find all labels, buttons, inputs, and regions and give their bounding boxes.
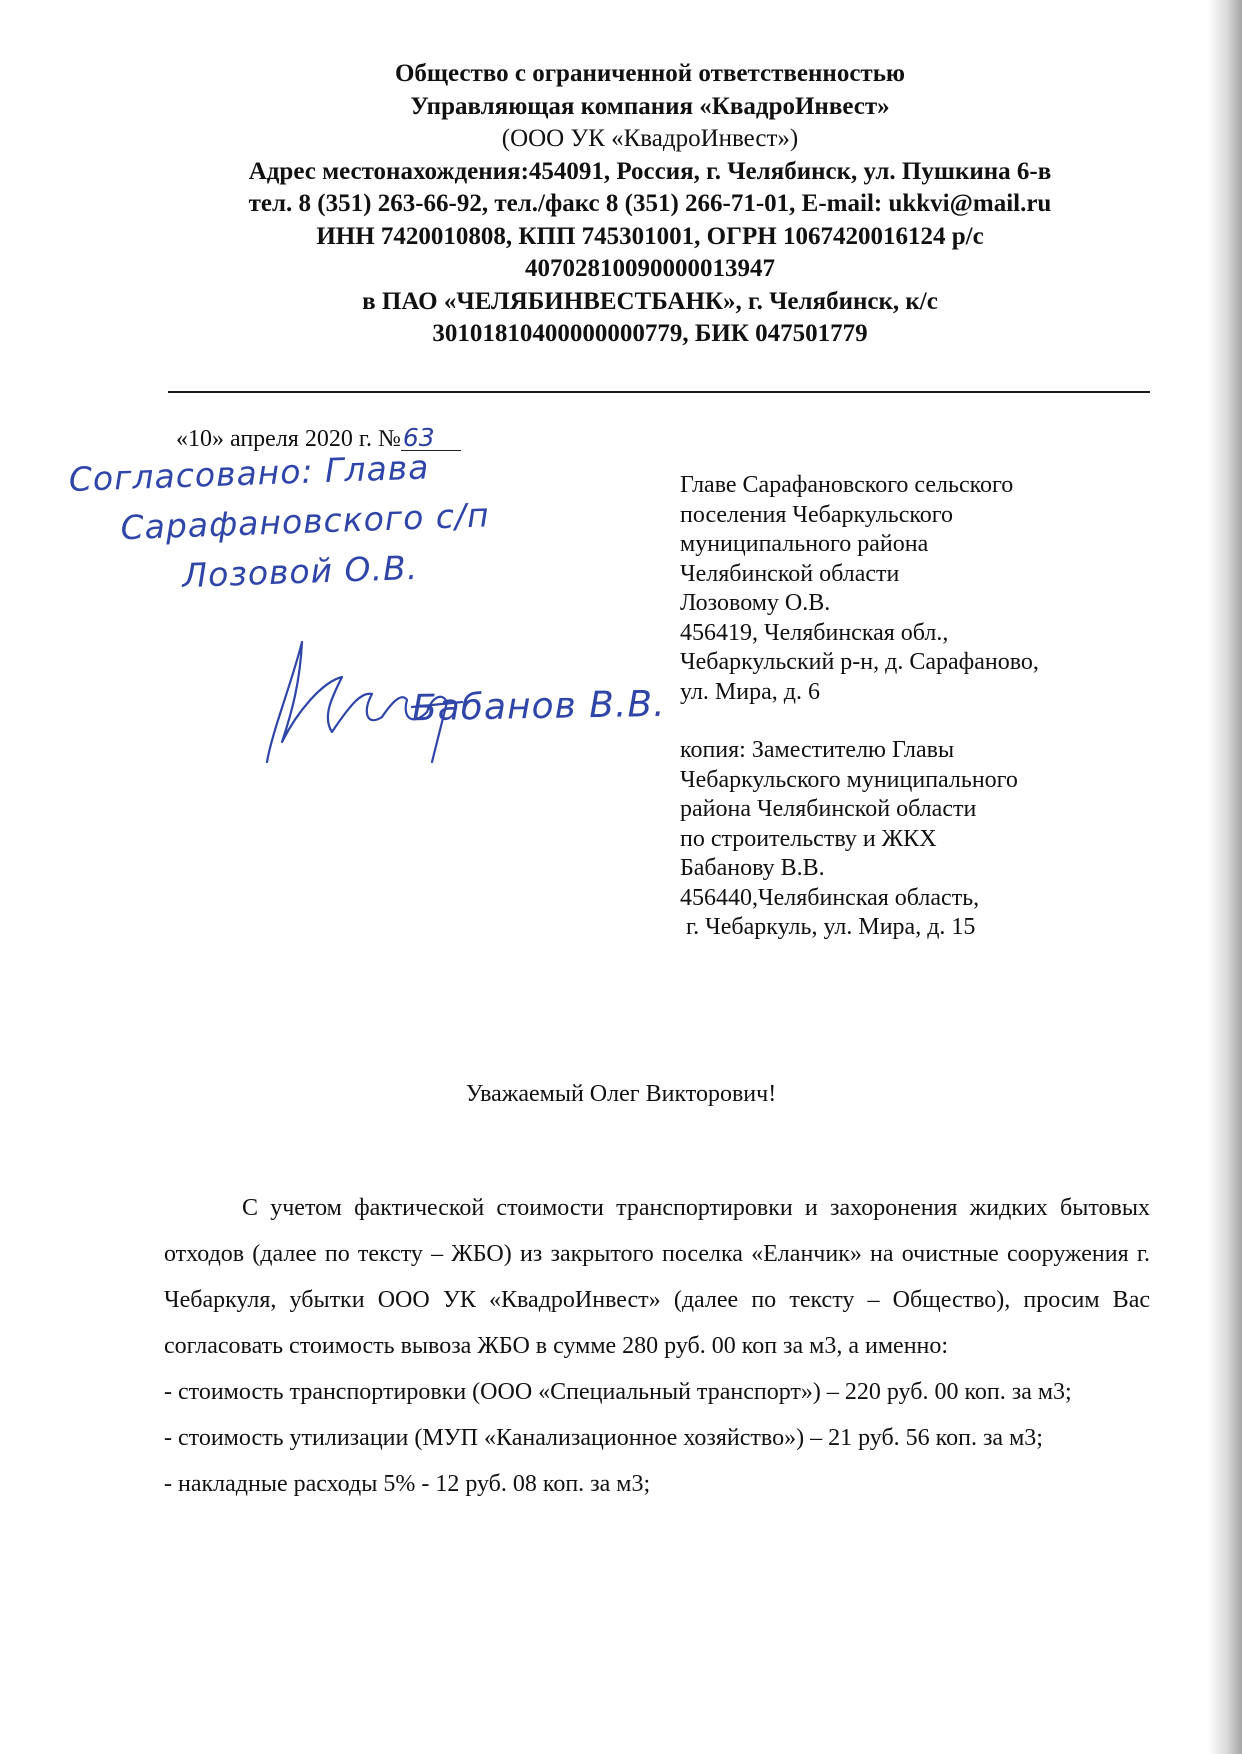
copy-line: Бабанову В.В.	[680, 855, 825, 881]
recipient-line: ул. Мира, д. 6	[680, 678, 820, 705]
company-requisites: ИНН 7420010808, КПП 745301001, ОГРН 1067420016124 р/с	[316, 222, 984, 250]
copy-recipient	[680, 736, 1150, 943]
copy-line: копия: Заместителю Главы	[680, 737, 955, 763]
recipient-line: Лозовому О.В.	[680, 590, 831, 616]
company-contacts: тел. 8 (351) 263-66-92, тел./факс 8 (351) 266-71-01, E-mail: ukkvi@mail.ru	[248, 190, 1052, 217]
company-full-name-line1: Общество с ограниченной ответственностью	[394, 60, 906, 87]
scan-shadow-edge	[1208, 0, 1242, 1754]
recipient-line: Чебаркульский р-н, д. Сарафаново,	[680, 649, 1039, 675]
header-divider	[168, 391, 1150, 393]
handwritten-approval-note	[68, 440, 492, 605]
company-full-name-line2: Управляющая компания «КвадроИнвест»	[410, 92, 890, 120]
company-bank: в ПАО «ЧЕЛЯБИНВЕСТБАНК», г. Челябинск, к/с	[362, 287, 938, 315]
company-address: Адрес местонахождения:454091, Россия, г. Челябинск, ул. Пушкина 6-в	[248, 157, 1052, 185]
copy-line: 456440,Челябинская область,	[680, 884, 980, 911]
primary-recipient	[680, 471, 1150, 707]
cost-item-overhead: - накладные расходы 5% - 12 руб. 08 коп. за м3;	[164, 1471, 651, 1497]
recipient-line: Челябинской области	[680, 560, 900, 587]
signer-name-handwritten: Бабанов В.В.	[411, 683, 666, 730]
recipient-line: Главе Сарафановского сельского	[680, 472, 1014, 498]
copy-line: г. Чебаркуль, ул. Мира, д. 15	[680, 914, 976, 940]
cost-item-disposal: - стоимость утилизации (МУП «Канализационное хозяйство») – 21 руб. 56 коп. за м3;	[164, 1425, 1043, 1451]
addressee-block	[680, 471, 1150, 943]
letter-greeting: Уважаемый Олег Викторович!	[465, 1081, 777, 1107]
company-account: 40702810090000013947	[525, 255, 775, 282]
copy-line: Чебаркульского муниципального	[680, 766, 1018, 793]
copy-line: района Челябинской области	[680, 796, 977, 822]
copy-line: по строительству и ЖКХ	[680, 825, 937, 852]
recipient-line: поселения Чебаркульского	[680, 501, 954, 528]
document-date: «10» апреля 2020 г. №	[176, 426, 401, 452]
approval-line-3: Лозовой О.В.	[181, 547, 419, 596]
document-number: 63	[401, 426, 461, 451]
recipient-line: 456419, Челябинская обл.,	[680, 619, 949, 646]
cost-item-transport: - стоимость транспортировки (ООО «Специальный транспорт») – 220 руб. 00 коп. за м3;	[164, 1379, 1072, 1405]
company-short-name: (ООО УК «КвадроИнвест»)	[501, 125, 799, 152]
body-paragraph: С учетом фактической стоимости транспортировки и захоронения жидких бытовых отходов (далее по тексту – ЖБО) из закрытого поселка «Еланчик» на очистные сооружения г. Чебаркуля, убытки ООО УК «КвадроИнвест» (далее по тексту – Общество), просим Вас согласовать стоимость вывоза ЖБО в сумме 280 руб. 00 коп за м3, а именно:	[164, 1195, 1150, 1359]
letterhead	[150, 58, 1150, 351]
letter-body	[164, 1185, 1150, 1507]
approval-line-2: Сарафановского с/п	[119, 495, 491, 548]
recipient-line: муниципального района	[680, 531, 929, 557]
approval-line-1: Согласовано: Глава	[68, 447, 430, 499]
company-bank-details: 30101810400000000779, БИК 047501779	[432, 320, 868, 347]
